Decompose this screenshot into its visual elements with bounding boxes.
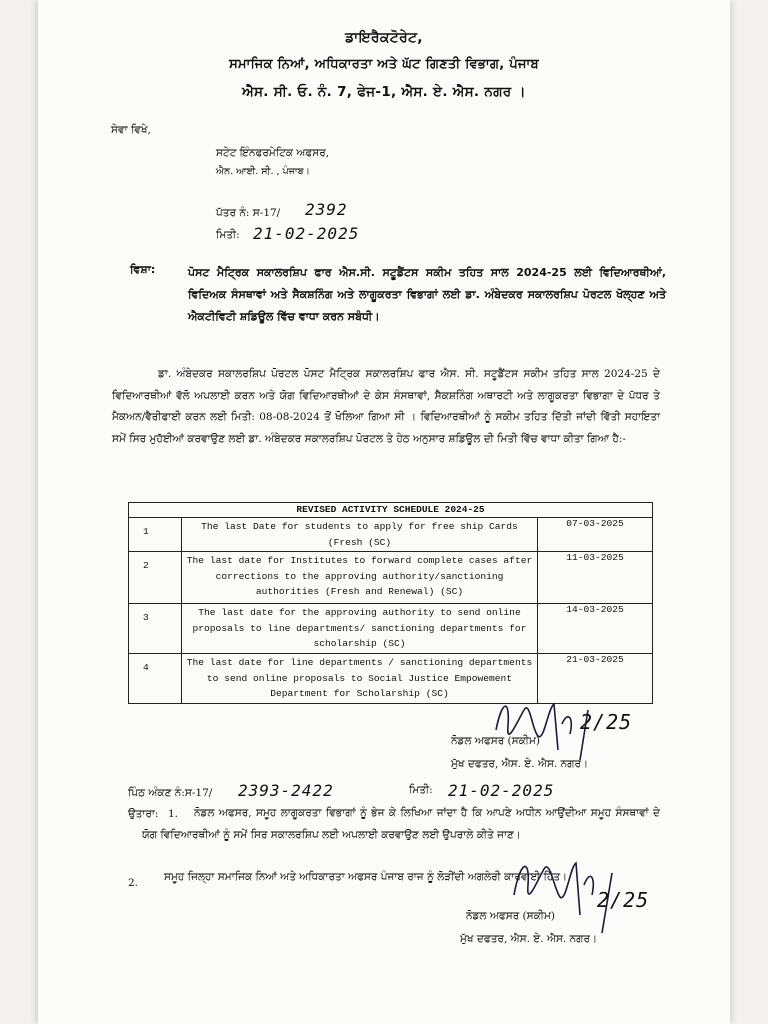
row-serial: 1	[129, 518, 182, 552]
revised-activity-schedule-table	[128, 502, 653, 704]
addressee-place: ਐਨ. ਆਈ. ਸੀ. , ਪੰਜਾਬ।	[216, 166, 310, 177]
body-paragraph: ਡਾ. ਅੰਬੇਦਕਰ ਸਕਾਲਰਸ਼ਿਪ ਪੋਰਟਲ ਪੋਸਟ ਮੈਟ੍ਰਿਕ ਸਕਾਲਰਸ਼ਿਪ ਫਾਰ ਐਸ. ਸੀ. ਸਟੂਡੈਂਟਸ ਸਕੀਮ ਤਹਿਤ ਸਾਲ 2024-25 ਦੇ ਵਿਦਿਆਰਥੀਆਂ ਵੱਲੋ ਅਪਲਾਈ ਕਰਨ ਅਤੇ ਯੋਗ ਵਿਦਿਆਰਥੀਆਂ ਦੇ ਕੇਸ ਸੰਸਥਾਵਾਂ, ਸੈਕਸ਼ਨਿੰਗ ਅਥਾਰਟੀ ਅਤੇ ਲਾਗੂਕਰਤਾ ਵਿਭਾਗਾ ਦੇ ਪੱਧਰ ਤੇ ਮੈਕਅਨ/ਵੈਰੀਫਾਈ ਕਰਨ ਲਈ ਮਿਤੀ: 08-08-2024 ਤੋਂ ਖੋਲਿਆ ਗਿਆ ਸੀ । ਵਿਦਿਆਰਥੀਆਂ ਨੂੰ ਸਕੀਮ ਤਹਿਤ ਦਿੱਤੀ ਜਾਂਦੀ ਵਿੱਤੀ ਸਹਾਇਤਾ ਸਮੇਂ ਸਿਰ ਮੁਹੱਈਆਂ ਕਰਵਾਉਣ ਲਈ ਡਾ. ਅੰਬੇਦਕਰ ਸਕਾਲਰਸ਼ਿਪ ਪੋਰਟਲ ਤੇ ਹੇਠ ਅਨੁਸਾਰ ਸ਼ਡਿਊਲ ਦੀ ਮਿਤੀ ਵਿੱਚ ਵਾਧਾ ਕੀਤਾ ਗਿਆ ਹੈ:-	[112, 368, 660, 445]
row-activity: The last date for the approving authority to send online proposals to line departments/ sanctioning departments for scholarship (SC)	[182, 604, 538, 654]
table-row	[129, 518, 653, 552]
endorsement-date-handwritten: 21-02-2025	[448, 781, 555, 800]
row-serial: 2	[129, 552, 182, 604]
signature-1-title: ਨੋਡਲ ਅਫਸਰ (ਸਕੀਮ)	[451, 735, 540, 747]
signature-1-office: ਮੁੱਖ ਦਫਤਰ, ਐਸ. ਏ. ਐਸ. ਨਗਰ।	[451, 758, 589, 770]
copy-item-2-text: ਸਮੂਹ ਜਿਲ੍ਹਾ ਸਮਾਜਿਕ ਨਿਆਂ ਅਤੇ ਅਧਿਕਾਰਤਾ ਅਫਸਰ ਪੰਜਾਬ ਰਾਜ ਨੂੰ ਲੋੜੀਂਦੀ ਅਗਲੇਰੀ ਕਾਰਵਾਈ ਹਿੱਤ।	[164, 871, 568, 883]
row-date: 07-03-2025	[538, 518, 653, 552]
header-address: ਐਸ. ਸੀ. ਓ. ਨੰ. 7, ਫੇਜ-1, ਐਸ. ਏ. ਐਸ. ਨਗਰ ।	[242, 84, 526, 100]
letter-date-handwritten: 21-02-2025	[253, 224, 360, 243]
row-serial: 3	[129, 604, 182, 654]
table-row	[129, 604, 653, 654]
endorsement-date-label: ਮਿਤੀ:	[409, 784, 433, 796]
signature-1-handwritten-date: 2/25	[580, 710, 633, 734]
row-activity: The last date for Institutes to forward complete cases after corrections to the approving authority/sanctioning authorities (Fresh and Renewal) (SC)	[182, 552, 538, 604]
header-department: ਸਮਾਜਿਕ ਨਿਆਂ, ਅਧਿਕਾਰਤਾ ਅਤੇ ਘੱਟ ਗਿਣਤੀ ਵਿਭਾਗ, ਪੰਜਾਬ	[229, 57, 539, 72]
row-date: 11-03-2025	[538, 552, 653, 604]
signature-2-handwritten-date: 2/25	[597, 888, 650, 912]
addressee-name: ਸਟੇਟ ਇੰਨਫਰਮੇਟਿਕ ਅਫਸਰ,	[216, 147, 330, 159]
subject-text: ਪੋਸਟ ਮੈਟ੍ਰਿਕ ਸਕਾਲਰਸ਼ਿਪ ਫਾਰ ਐਸ.ਸੀ. ਸਟੂਡੈਂਟਸ ਸਕੀਮ ਤਹਿਤ ਸਾਲ 2024-25 ਲਈ ਵਿਦਿਆਰਥੀਆਂ, ਵਿਦਿਅਕ ਸੰਸਥਾਵਾਂ ਅਤੇ ਸੈਕਸ਼ਨਿੰਗ ਅਤੇ ਲਾਗੂਕਰਤਾ ਵਿਭਾਗਾਂ ਲਈ ਡਾ. ਅੰਬੇਦਕਰ ਸਕਾਲਰਸ਼ਿਪ ਪੋਰਟਲ ਖੋਲ੍ਹਣ ਅਤੇ ਐਕਟੀਵਿਟੀ ਸ਼ਡਿਊਲ ਵਿੱਚ ਵਾਧਾ ਕਰਨ ਸਬੰਧੀ।	[188, 266, 666, 323]
endorsement-number-handwritten: 2393-2422	[238, 781, 334, 800]
row-activity: The last Date for students to apply for free ship Cards (Fresh (SC)	[182, 518, 538, 552]
header-directorate: ਡਾਇਰੈਕਟੋਰੇਟ,	[345, 30, 423, 46]
endorsement-number-label: ਪਿੰਠ ਅੰਕਣ ਨੰ:ਸ-17/	[128, 787, 213, 799]
copy-item-2-number: 2.	[128, 877, 139, 889]
row-date: 14-03-2025	[538, 604, 653, 654]
table-row	[129, 552, 653, 604]
row-serial: 4	[129, 654, 182, 704]
row-date: 21-03-2025	[538, 654, 653, 704]
addressee-salutation: ਸੇਵਾ ਵਿਖੇ,	[111, 124, 151, 136]
signature-2-office: ਮੁੱਖ ਦਫਤਰ, ਐਸ. ਏ. ਐਸ. ਨਗਰ।	[460, 933, 598, 945]
schedule-title: REVISED ACTIVITY SCHEDULE 2024-25	[129, 503, 653, 518]
copy-item-1-text: ਨੋਡਲ ਅਫਸਰ, ਸਮੂਹ ਲਾਗੂਕਰਤਾ ਵਿਭਾਗਾਂ ਨੂੰ ਭੇਜ ਕੇ ਲਿਖਿਆ ਜਾਂਦਾ ਹੈ ਕਿ ਆਪਣੇ ਅਧੀਨ ਆਉਂਦੀਆ ਸਮੂਹ ਸੰਸਥਾਵਾਂ ਦੇ ਯੋਗ ਵਿਦਿਆਰਥੀਆਂ ਨੂੰ ਸਮੇਂ ਸਿਰ ਸਕਾਲਰਸ਼ਿਪ ਲਈ ਅਪਲਾਈ ਕਰਵਾਉਣ ਲਈ ਉਪਰਾਲੇ ਕੀਤੇ ਜਾਣ।	[142, 807, 660, 841]
signature-2-title: ਨੋਡਲ ਅਫਸਰ (ਸਕੀਮ)	[466, 910, 555, 922]
letter-number-handwritten: 2392	[305, 200, 348, 219]
copy-item-1-number: 1.	[168, 808, 179, 820]
row-activity: The last date for line departments / sanctioning departments to send online proposals to Social Justice Empowement Department for Scholarship (SC)	[182, 654, 538, 704]
letter-number-label: ਪੱਤਰ ਨੰ: ਸ-17/	[216, 207, 281, 219]
subject-label: ਵਿਸ਼ਾ:	[130, 263, 156, 276]
letter-date-label: ਮਿਤੀ:	[216, 229, 240, 241]
copy-label: ਉਤਾਰਾ:	[128, 808, 159, 820]
